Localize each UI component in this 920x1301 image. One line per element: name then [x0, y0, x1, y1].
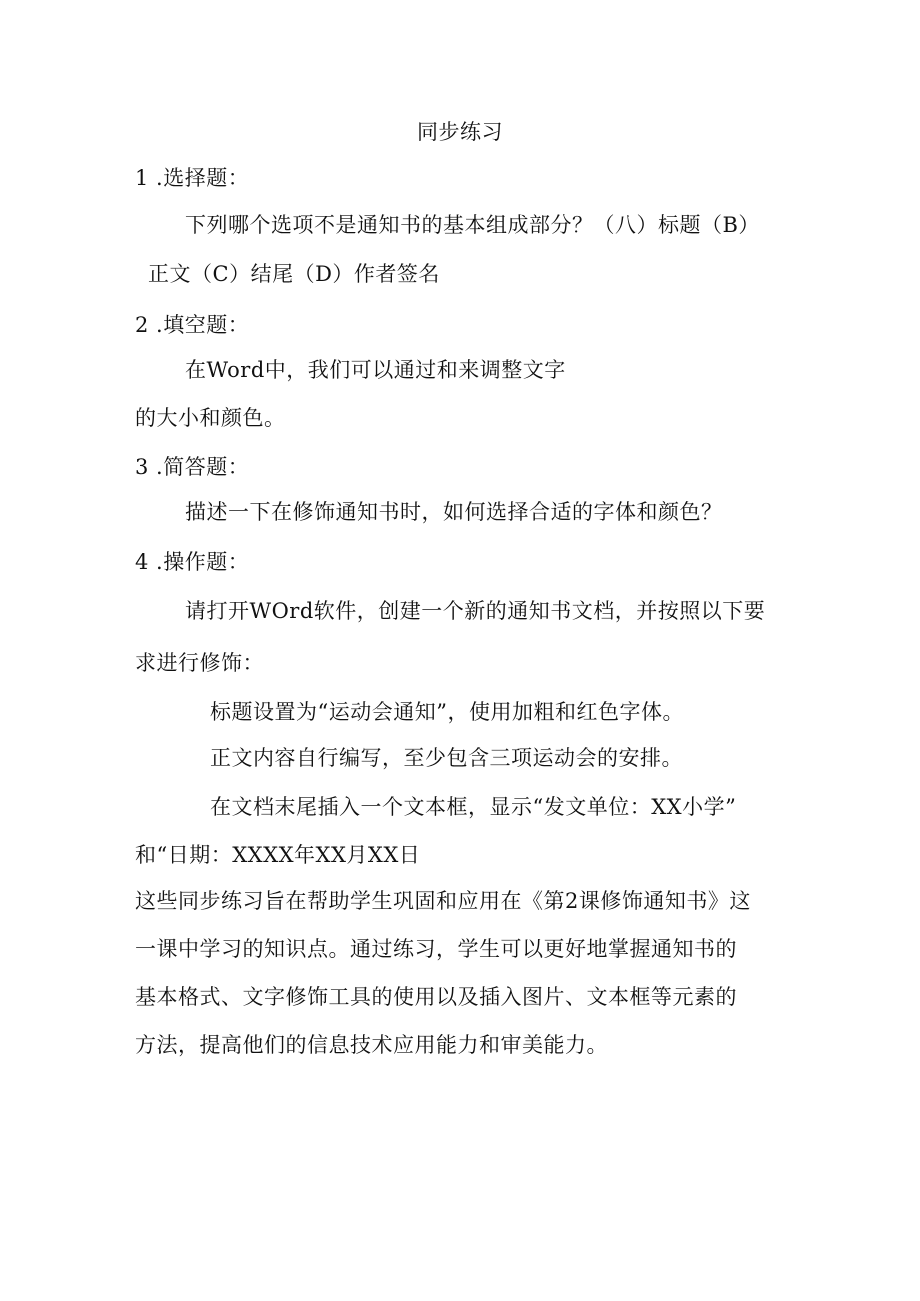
section-1-line-1: 下列哪个选项不是通知书的基本组成部分？（八）标题（B） — [185, 213, 760, 237]
section-4-requirement-2: 正文内容自行编写，至少包含三项运动会的安排。 — [210, 746, 683, 770]
section-4-line-2: 求进行修饰： — [135, 651, 264, 675]
section-1-line-2: 正文（C）结尾（D）作者签名 — [148, 262, 440, 286]
summary-line-2: 一课中学习的知识点。通过练习，学生可以更好地掌握通知书的 — [135, 937, 737, 961]
section-3-heading: 3 .简答题： — [135, 455, 250, 479]
section-3-line-1: 描述一下在修饰通知书时，如何选择合适的字体和颜色？ — [185, 500, 723, 524]
section-4-line-1: 请打开WOrd软件，创建一个新的通知书文档，并按照以下要 — [185, 599, 766, 623]
section-4-requirement-1: 标题设置为“运动会通知”，使用加粗和红色字体。 — [210, 700, 684, 724]
summary-line-1: 这些同步练习旨在帮助学生巩固和应用在《第2课修饰通知书》这 — [135, 889, 751, 913]
section-4-requirement-3-cont: 和“日期：XXXX年XX月XX日 — [135, 843, 421, 867]
section-2-line-1: 在Word中，我们可以通过和来调整文字 — [185, 358, 566, 382]
section-2-line-2: 的大小和颜色。 — [135, 406, 286, 430]
summary-line-4: 方法，提高他们的信息技术应用能力和审美能力。 — [135, 1033, 608, 1057]
summary-line-3: 基本格式、文字修饰工具的使用以及插入图片、文本框等元素的 — [135, 985, 737, 1009]
section-4-requirement-3: 在文档末尾插入一个文本框，显示“发文单位：XX小学” — [210, 795, 737, 819]
document-title: 同步练习 — [417, 120, 503, 144]
section-2-heading: 2 .填空题： — [135, 313, 250, 337]
section-1-heading: 1 .选择题： — [135, 166, 250, 190]
section-4-heading: 4 .操作题： — [135, 550, 250, 574]
